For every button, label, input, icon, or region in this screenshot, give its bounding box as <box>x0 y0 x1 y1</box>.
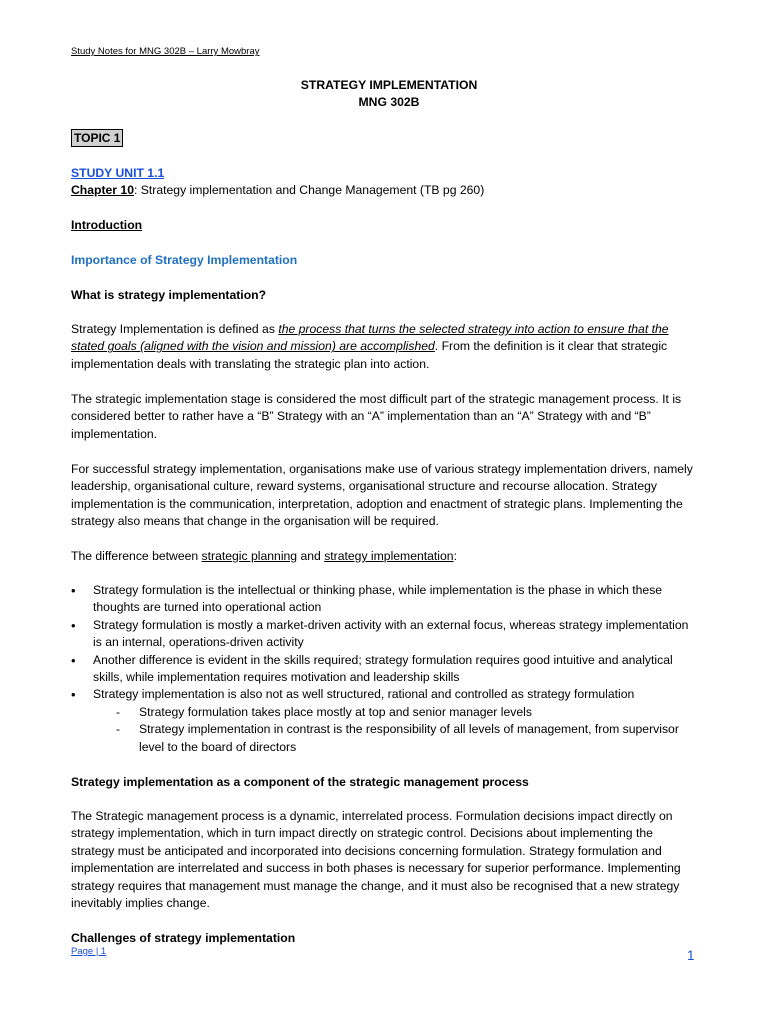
list-item <box>71 704 699 721</box>
bullet-text: Strategy formulation is mostly a market-driven activity with an external focus, whereas strategy implementation is an internal, operations-driven activity <box>93 617 689 650</box>
process-paragraph: The Strategic management process is a dynamic, interrelated process. Formulation decisions impact directly on strategy implementation, which in turn impact directly on strategic control. Decisions about implementing the strategy must be anticipated and incorporated into decisions concerning formulation. Strategy formulation and implementation are interrelated and success in both phases is necessary for superior performance. Implementing strategy requires that management must manage the change, and it must also be recognised that a new strategy inevitably implies change. <box>71 809 681 911</box>
page-number: 1 <box>687 948 695 963</box>
header-note: Study Notes for MNG 302B – Larry Mowbray <box>71 46 260 57</box>
difference-line <box>71 548 699 565</box>
sub-bullet-text: Strategy formulation takes place mostly at top and senior manager levels <box>139 705 532 719</box>
definition-paragraph <box>71 321 699 373</box>
bullet-text: Another difference is evident in the skills required; strategy formulation requires good intuitive and analytical skills, while implementation requires motivation and leadership skills <box>93 652 673 685</box>
topic-label: TOPIC 1 <box>71 129 123 147</box>
list-item <box>71 686 699 703</box>
bullet-icon: • <box>71 687 76 703</box>
definition-post: . From the definition is it clear that strategic implementation deals with translating the strategic plan into action. <box>71 339 668 371</box>
difficulty-paragraph: The strategic implementation stage is considered the most difficult part of the strategic management process. It is considered better to rather have a “B” Strategy with an “A” implementation than an “A” Strategy with and “B” implementation. <box>71 392 682 441</box>
challenges-heading: Challenges of strategy implementation <box>71 931 296 945</box>
dash-icon: - <box>116 722 121 737</box>
bullet-text: Strategy implementation is also not as well structured, rational and controlled as strategy formulation <box>93 687 635 702</box>
difference-mid: and <box>297 549 325 563</box>
term-strategic-planning: strategic planning <box>201 549 298 563</box>
chapter-text: : Strategy implementation and Change Management (TB pg 260) <box>134 183 485 197</box>
introduction-heading: Introduction <box>71 218 143 232</box>
difference-pre: The difference between <box>71 549 202 563</box>
difference-post: : <box>453 549 457 563</box>
bullet-icon: • <box>71 652 76 668</box>
sub-bullet-text: Strategy implementation in contrast is the responsibility of all levels of management, from supervisor level to the board of directors <box>139 722 679 754</box>
bullet-icon: • <box>71 583 76 598</box>
chapter-line <box>71 183 484 197</box>
difference-bullet-list <box>71 582 699 704</box>
bullet-icon: • <box>71 617 76 633</box>
term-strategy-implementation: strategy implementation <box>324 549 454 563</box>
chapter-label: Chapter 10 <box>71 183 134 197</box>
dash-icon: - <box>116 705 121 719</box>
bullet-text: Strategy formulation is the intellectual or thinking phase, while implementation is the phase in which these thoughts are turned into operational action <box>93 583 663 615</box>
definition-emphasis: the process that turns the selected strategy into action to ensure that the stated goals (aligned with the vision and mission) are accomplished <box>71 322 669 354</box>
component-heading: Strategy implementation as a component of the strategic management process <box>71 775 529 789</box>
study-unit-link[interactable]: STUDY UNIT 1.1 <box>71 166 165 180</box>
list-item <box>71 617 699 652</box>
list-item <box>71 721 699 756</box>
importance-heading: Importance of Strategy Implementation <box>71 253 298 267</box>
what-is-heading: What is strategy implementation? <box>71 288 267 302</box>
footer-page-link[interactable]: Page | 1 <box>71 946 107 957</box>
definition-pre: Strategy Implementation is defined as <box>71 322 279 336</box>
drivers-paragraph: For successful strategy implementation, organisations make use of various strategy implementation drivers, namely leadership, organisational culture, reward systems, organisational structure and recourse allocation. Strategy implementation is the communication, interpretation, adoption and enactment of strategic plans. Implementing the strategy also means that change in the organisation will be required. <box>71 462 693 529</box>
list-item <box>71 582 699 617</box>
title-line-2: MNG 302B <box>358 95 420 109</box>
title-line-1: STRATEGY IMPLEMENTATION <box>300 78 478 92</box>
list-item <box>71 652 699 687</box>
sub-bullet-list <box>71 704 699 756</box>
